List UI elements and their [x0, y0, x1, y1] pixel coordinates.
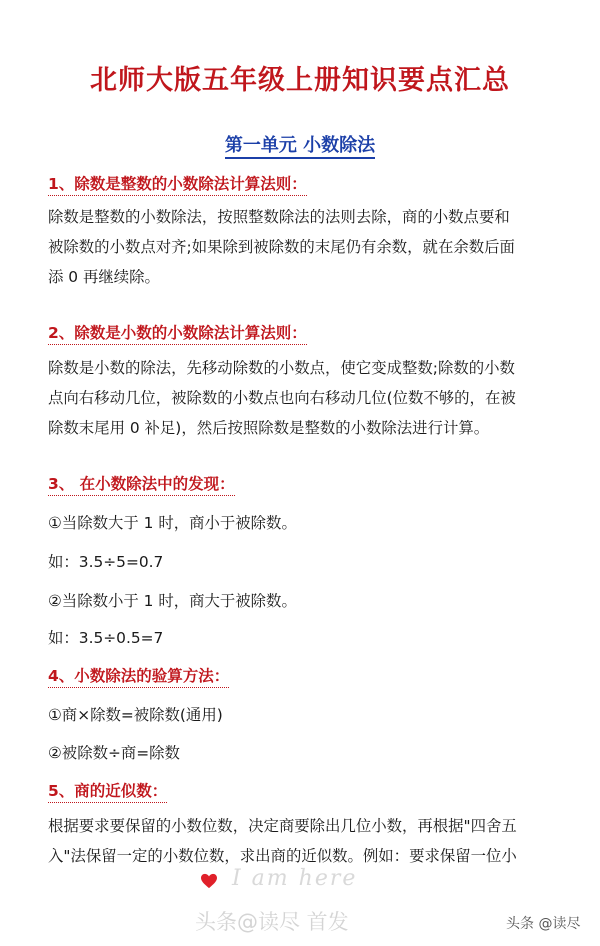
- page-title: 北师大版五年级上册知识要点汇总: [90, 65, 510, 96]
- section-5-line: 入"法保留一定的小数位数，求出商的近似数。例如：要求保留一位小: [48, 847, 517, 865]
- section-3-rule-2: ②当除数小于 1 时，商大于被除数。: [48, 592, 297, 610]
- section-1-line: 被除数的小数点对齐;如果除到被除数的末尾仍有余数，就在余数后面: [48, 238, 515, 256]
- section-2-line: 点向右移动几位，被除数的小数点也向右移动几位(位数不够的，在被: [48, 389, 516, 407]
- section-3-example-2: 如：3.5÷0.5=7: [48, 629, 164, 647]
- section-1-paragraph: [48, 202, 560, 292]
- section-3-example-1: 如：3.5÷5=0.7: [48, 553, 164, 571]
- watermark-script: I am here: [232, 866, 358, 891]
- section-5-paragraph: [48, 811, 560, 871]
- section-1-heading-text: 1、除数是整数的小数除法计算法则：: [48, 175, 307, 196]
- section-4-method-2: ②被除数÷商=除数: [48, 744, 180, 762]
- section-5-line: 根据要求要保留的小数位数，决定商要除出几位小数，再根据"四舍五: [48, 817, 517, 835]
- unit-title: [0, 131, 600, 157]
- section-2-heading-text: 2、除数是小数的小数除法计算法则：: [48, 324, 307, 345]
- section-5-heading-text: 5、商的近似数：: [48, 782, 167, 803]
- section-2-paragraph: [48, 353, 560, 443]
- section-3-rule-1: ①当除数大于 1 时，商小于被除数。: [48, 514, 297, 532]
- section-4-heading-text: 4、小数除法的验算方法：: [48, 667, 229, 688]
- heart-icon: [200, 873, 218, 889]
- section-3-heading: [48, 472, 235, 494]
- section-1-line: 除数是整数的小数除法，按照整数除法的法则去除，商的小数点要和: [48, 208, 510, 226]
- watermark-corner: 头条 @读尽: [506, 916, 581, 932]
- section-2-line: 除数是小数的除法，先移动除数的小数点，使它变成整数;除数的小数: [48, 359, 515, 377]
- section-3-heading-text: 3、 在小数除法中的发现：: [48, 475, 235, 496]
- section-4-method-1: ①商×除数=被除数(通用): [48, 706, 223, 724]
- section-5-heading: [48, 779, 167, 801]
- watermark-center: 头条@读尽 首发: [195, 910, 349, 934]
- section-4-heading: [48, 664, 229, 686]
- section-2-line: 除数末尾用 0 补足)，然后按照除数是整数的小数除法进行计算。: [48, 419, 490, 437]
- section-1-heading: [48, 172, 307, 194]
- section-2-heading: [48, 321, 307, 343]
- section-1-line: 添 0 再继续除。: [48, 268, 160, 286]
- unit-title-text: 第一单元 小数除法: [225, 135, 375, 159]
